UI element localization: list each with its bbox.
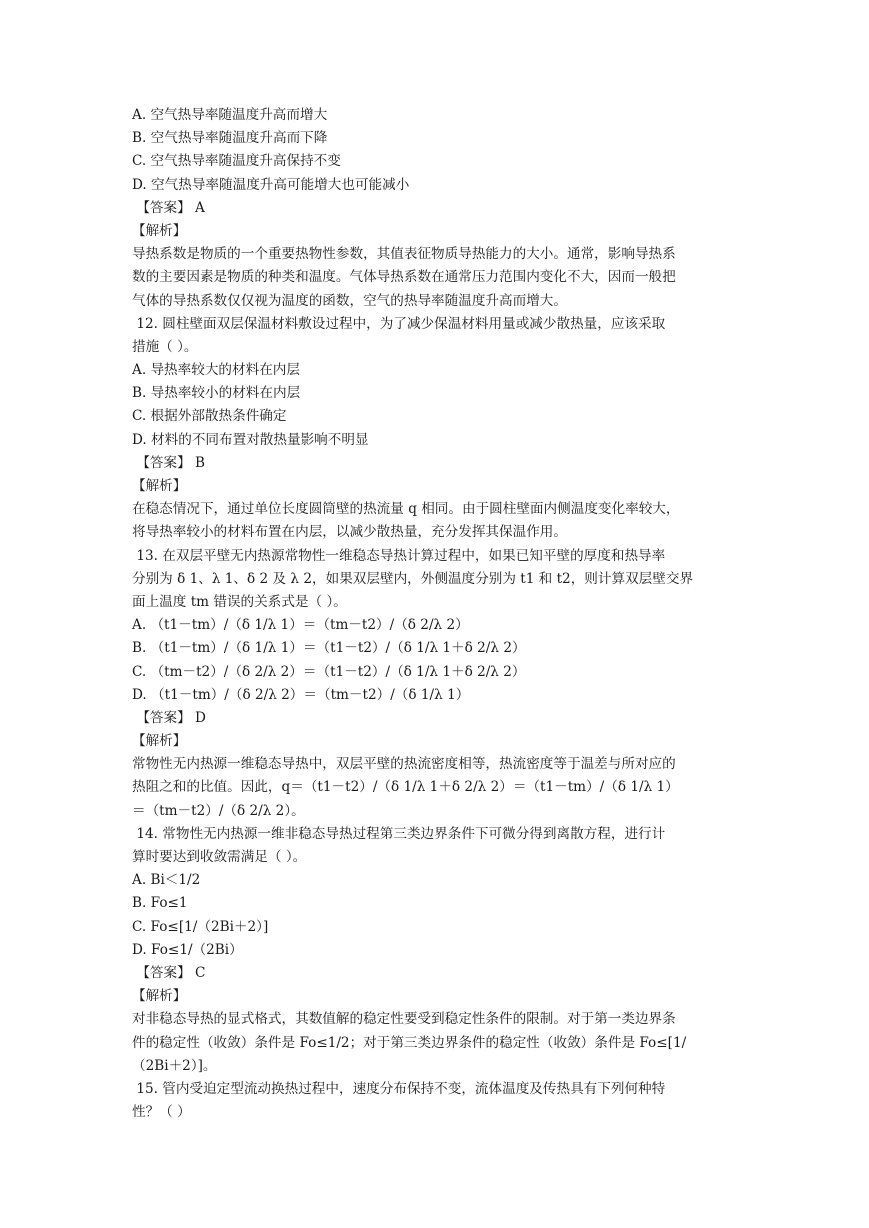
q11-answer: 【答案】 A	[132, 199, 205, 216]
q14-question: 算时要达到收敛需满足（ ）。	[132, 849, 307, 865]
q13-question: 面上温度 tm 错误的关系式是（ ）。	[132, 593, 347, 610]
document-page	[132, 104, 742, 1124]
q13-analysis-text: 热阻之和的比值。因此，q＝（t1－t2）/（δ 1/λ 1＋δ 2/λ 2）＝（t1－tm）/（δ 1/λ 1）	[132, 779, 679, 796]
q12-option-a: A. 导热率较大的材料在内层	[132, 362, 300, 379]
q13-analysis-text: 常物性无内热源一维稳态导热中，双层平壁的热流密度相等，热流密度等于温差与所对应的	[132, 756, 676, 773]
q12-answer: 【答案】 B	[132, 454, 206, 471]
q13-option-a: A. （t1－tm）/（δ 1/λ 1）＝（tm－t2）/（δ 2/λ 2）	[132, 617, 469, 634]
q15-question: 性？（ ）	[132, 1104, 191, 1121]
q14-option-d: D. Fo≤1/（2Bi）	[132, 941, 243, 958]
q14-analysis-heading: 【解析】	[132, 988, 187, 1005]
q15-question: 15. 管内受迫定型流动换热过程中，速度分布保持不变，流体温度及传热具有下列何种特	[132, 1080, 666, 1097]
q11-analysis-text: 数的主要因素是物质的种类和温度。气体导热系数在通常压力范围内变化不大，因而一般把	[132, 269, 676, 286]
q12-option-b: B. 导热率较小的材料在内层	[132, 385, 301, 402]
q12-question: 12. 圆柱壁面双层保温材料敷设过程中，为了减少保温材料用量或减少散热量，应该采取	[132, 315, 666, 332]
q13-option-d: D. （t1－tm）/（δ 2/λ 2）＝（tm－t2）/（δ 1/λ 1）	[132, 686, 470, 703]
q11-option-a: A. 空气热导率随温度升高而增大	[132, 107, 328, 123]
q13-analysis-heading: 【解析】	[132, 733, 187, 750]
q11-analysis-text: 导热系数是物质的一个重要热物性参数，其值表征物质导热能力的大小。通常，影响导热系	[132, 246, 676, 263]
q11-option-b: B. 空气热导率随温度升高而下降	[132, 130, 328, 147]
q14-option-a: A. Bi＜1/2	[132, 872, 201, 889]
q14-option-b: B. Fo≤1	[132, 895, 188, 912]
q14-analysis-text: 件的稳定性（收敛）条件是 Fo≤1/2；对于第三类边界条件的稳定性（收敛）条件是 Fo≤[1/	[132, 1034, 687, 1051]
q12-analysis-text: 将导热率较小的材料布置在内层，以减少散热量，充分发挥其保温作用。	[132, 524, 567, 541]
q14-question: 14. 常物性无内热源一维非稳态导热过程第三类边界条件下可微分得到离散方程，进行计	[132, 825, 666, 842]
q12-option-c: C. 根据外部散热条件确定	[132, 408, 287, 425]
q14-analysis-text: 对非稳态导热的显式格式，其数值解的稳定性要受到稳定性条件的限制。对于第一类边界条	[132, 1011, 676, 1028]
q12-analysis-heading: 【解析】	[132, 478, 187, 494]
q13-option-c: C. （tm－t2）/（δ 2/λ 2）＝（t1－t2）/（δ 1/λ 1＋δ 2/λ 2）	[132, 663, 526, 680]
q14-option-c: C. Fo≤[1/（2Bi＋2）]	[132, 918, 269, 935]
q13-question: 13. 在双层平壁无内热源常物性一维稳态导热计算过程中，如果已知平壁的厚度和热导率	[132, 547, 666, 564]
q14-analysis-text: （2Bi＋2）]。	[132, 1057, 217, 1074]
q13-analysis-text: ＝（tm－t2）/（δ 2/λ 2）。	[132, 802, 305, 819]
q12-option-d: D. 材料的不同布置对散热量影响不明显	[132, 431, 369, 448]
q11-analysis-text: 气体的导热系数仅仅视为温度的函数，空气的热导率随温度升高而增大。	[132, 292, 567, 309]
q14-answer: 【答案】 C	[132, 964, 206, 981]
q11-option-d: D. 空气热导率随温度升高可能增大也可能减小	[132, 176, 410, 193]
q13-answer: 【答案】 D	[132, 709, 206, 726]
q12-analysis-text: 在稳态情况下，通过单位长度圆筒壁的热流量 q 相同。由于圆柱壁面内侧温度变化率较大，	[132, 501, 680, 518]
q11-analysis-heading: 【解析】	[132, 222, 187, 239]
q13-question: 分别为 δ 1、λ 1、δ 2 及 λ 2，如果双层壁内，外侧温度分别为 t1 和 t2，则计算双层壁交界	[132, 570, 694, 587]
q12-question: 措施（ ）。	[132, 338, 198, 355]
q11-option-c: C. 空气热导率随温度升高保持不变	[132, 153, 341, 170]
q13-option-b: B. （t1－tm）/（δ 1/λ 1）＝（t1－t2）/（δ 1/λ 1＋δ 2/λ 2）	[132, 640, 526, 657]
